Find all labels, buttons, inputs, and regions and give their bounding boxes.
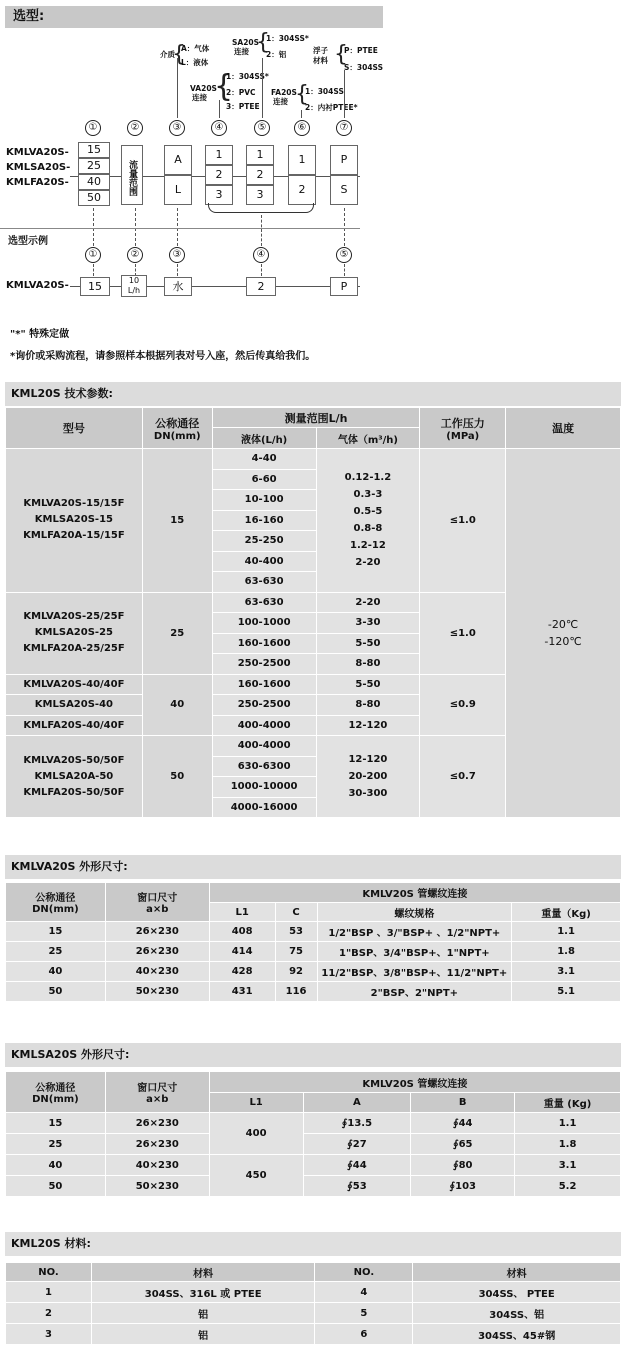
g1-liquid-3: 16-160 (212, 510, 316, 531)
g3-liquid-2: 400-4000 (212, 715, 316, 736)
th-liquid: 液体(L/h) (212, 428, 316, 449)
example-arrow-1 (93, 264, 94, 276)
g1-pressure: ≤1.0 (420, 449, 506, 593)
g4-liquid-3: 4000-16000 (212, 797, 316, 818)
size-40: 40 (78, 174, 110, 190)
fa20s-brace: { (295, 82, 309, 107)
connector-5 (262, 58, 263, 118)
g2-liquid-2: 160-1600 (212, 633, 316, 654)
va-conn-1: 1 (205, 145, 233, 165)
table-row: 50 50×230 431 116 2"BSP、2"NPT+ 5.1 (6, 982, 621, 1002)
fa-conn-2: 2 (288, 175, 316, 205)
circle-6: ⑥ (294, 120, 310, 136)
example-flow (121, 275, 147, 297)
th-pressure: 工作压力 (MPa) (420, 408, 506, 449)
sa20s-label-1: SA20S (232, 38, 260, 47)
model-va20s: KMLVA20S- (6, 147, 69, 158)
example-arrow-4 (261, 264, 262, 276)
circle-7: ⑦ (336, 120, 352, 136)
arrow-3 (177, 208, 178, 246)
g4-liquid-0: 400-4000 (212, 736, 316, 757)
g1-liquid-4: 25-250 (212, 531, 316, 552)
va-th-thread: 螺纹规格 (317, 903, 512, 922)
sa-dims-title: KMLSA20S 外形尺寸: (5, 1043, 621, 1067)
g2-gas-1: 3-30 (316, 613, 420, 634)
tech-table (5, 407, 621, 818)
th-range: 测量范围L/h (212, 408, 420, 428)
sa20s-brace: { (256, 30, 270, 55)
g3-liquid-0: 160-1600 (212, 674, 316, 695)
circle-1: ① (85, 120, 101, 136)
connector-3 (177, 58, 178, 118)
example-line (70, 286, 360, 287)
mat-th-no-2: NO. (315, 1263, 413, 1282)
sa-l1-450: 450 (209, 1155, 303, 1197)
sa-conn-1: 1 (246, 145, 274, 165)
medium-brace: { (172, 42, 186, 67)
g1-liquid-5: 40-400 (212, 551, 316, 572)
fa-conn-1: 1 (288, 145, 316, 175)
model-sa20s: KMLSA20S- (6, 162, 71, 173)
example-float: P (330, 277, 358, 296)
g4-dn: 50 (142, 736, 212, 818)
g3-dn: 40 (142, 674, 212, 736)
float-label-2: 材料 (313, 56, 328, 65)
example-arrow-5 (344, 264, 345, 276)
va20s-brace: { (214, 69, 234, 104)
inquiry-note: *询价或采购流程，请参照样本根据列表对号入座，然后传真给我们。 (10, 351, 316, 362)
float-option-s: S：304SS (344, 63, 384, 72)
example-circle-1: ① (85, 247, 101, 263)
example-size: 15 (80, 277, 110, 296)
va20s-option-1: 1：304SS* (226, 72, 269, 81)
arrow-2 (135, 208, 136, 246)
table-row: 40 40×230 450 ∮44 ∮80 3.1 (6, 1155, 621, 1176)
va-th-c: C (275, 903, 317, 922)
float-option-p: P：PTEE (344, 46, 378, 55)
sa-conn-2: 2 (246, 165, 274, 185)
arrow-1 (93, 208, 94, 246)
g4-models: KMLVA20S-50/50F KMLSA20A-50 KMLFA20S-50/50F (6, 736, 143, 818)
g3-model-2: KMLFA20S-40/40F (6, 715, 143, 736)
example-circle-3: ③ (169, 247, 185, 263)
example-separator (0, 228, 360, 229)
g1-models: KMLVA20S-15/15F KMLSA20S-15 KMLFA20A-15/15F (6, 449, 143, 593)
va-th-window: 窗口尺寸 a×b (105, 883, 209, 922)
g2-dn: 25 (142, 592, 212, 674)
g3-model-1: KMLSA20S-40 (6, 695, 143, 716)
size-50: 50 (78, 190, 110, 206)
materials-table (5, 1262, 621, 1345)
sa-l1-400: 400 (209, 1113, 303, 1155)
va-conn-3: 3 (205, 185, 233, 205)
va20s-label-2: 连接 (192, 93, 207, 102)
sa-conn-3: 3 (246, 185, 274, 205)
medium-l: L (164, 175, 192, 205)
th-temp: 温度 (506, 408, 621, 449)
table-row: 50 50×230 ∮53 ∮103 5.2 (6, 1176, 621, 1197)
g1-gas: 0.12-1.2 0.3-3 0.5-5 0.8-8 1.2-12 2-20 (316, 449, 420, 593)
table-row: 2 铝 5 304SS、铝 (6, 1303, 621, 1324)
sa-dims-table (5, 1071, 621, 1197)
circle-2: ② (127, 120, 143, 136)
g1-liquid-1: 6-60 (212, 469, 316, 490)
sa-th-b: B (411, 1093, 515, 1113)
th-model: 型号 (6, 408, 143, 449)
table-row: 25 26×230 ∮27 ∮65 1.8 (6, 1134, 621, 1155)
medium-a: A (164, 145, 192, 175)
example-circle-4: ④ (253, 247, 269, 263)
va20s-label-1: VA20S (190, 84, 217, 93)
fa20s-label-1: FA20S (271, 88, 297, 97)
medium-label: 介质 (160, 50, 175, 59)
float-brace: { (334, 42, 348, 67)
table-row: 1 304SS、316L 或 PTEE 4 304SS、 PTEE (6, 1282, 621, 1303)
va-conn-2: 2 (205, 165, 233, 185)
example-flow-unit: L/h (127, 286, 141, 295)
table-row: 15 26×230 400 ∮13.5 ∮44 1.1 (6, 1113, 621, 1134)
model-fa20s: KMLFA20S- (6, 177, 69, 188)
sa-th-a: A (303, 1093, 411, 1113)
va-th-conn: KMLV20S 管螺纹连接 (209, 883, 620, 903)
example-circle-5: ⑤ (336, 247, 352, 263)
mat-th-material-2: 材料 (413, 1263, 621, 1282)
example-arrow-3 (177, 264, 178, 276)
table-row: 3 铝 6 304SS、45#钢 (6, 1324, 621, 1345)
g2-liquid-1: 100-1000 (212, 613, 316, 634)
va-th-dn: 公称通径 DN(mm) (6, 883, 106, 922)
g2-gas-0: 2-20 (316, 592, 420, 613)
g1-liquid-6: 63-630 (212, 572, 316, 593)
example-connection: 2 (246, 277, 276, 296)
g4-gas: 12-120 20-200 30-300 (316, 736, 420, 818)
example-circle-2: ② (127, 247, 143, 263)
g4-liquid-2: 1000-10000 (212, 777, 316, 798)
size-15: 15 (78, 142, 110, 158)
g2-gas-3: 8-80 (316, 654, 420, 675)
tech-title: KML20S 技术参数: (5, 382, 621, 406)
example-label: 选型示例 (8, 236, 48, 247)
size-25: 25 (78, 158, 110, 174)
g3-model-0: KMLVA20S-40/40F (6, 674, 143, 695)
table-row: 25 26×230 414 75 1"BSP、3/4"BSP+、1"NPT+ 1.8 (6, 942, 621, 962)
circle-3: ③ (169, 120, 185, 136)
g3-liquid-1: 250-2500 (212, 695, 316, 716)
float-label-1: 浮子 (313, 46, 328, 55)
va20s-option-2: 2：PVC (226, 88, 256, 97)
arrow-4 (261, 215, 262, 246)
va-th-weight: 重量（Kg) (512, 903, 621, 922)
mat-th-no-1: NO. (6, 1263, 92, 1282)
circle-5: ⑤ (254, 120, 270, 136)
medium-option-l: L：液体 (181, 58, 209, 67)
flow-range-box: 流量范围 (121, 145, 143, 205)
va-dims-table (5, 882, 621, 1002)
group-brace (208, 203, 314, 213)
sa20s-option-1: 1：304SS* (266, 34, 309, 43)
va-dims-title: KMLVA20S 外形尺寸: (5, 855, 621, 879)
g2-liquid-3: 250-2500 (212, 654, 316, 675)
example-flow-value: 10 (128, 276, 140, 285)
materials-title: KML20S 材料: (5, 1232, 621, 1256)
temp-cell: -20℃ -120℃ (506, 449, 621, 818)
th-dn: 公称通径 DN(mm) (142, 408, 212, 449)
sa20s-label-2: 连接 (234, 47, 249, 56)
medium-option-a: A：气体 (181, 44, 210, 53)
g3-gas-2: 12-120 (316, 715, 420, 736)
selection-title: 选型: (5, 6, 383, 28)
sa-th-dn: 公称通径 DN(mm) (6, 1072, 106, 1113)
va20s-option-3: 3：PTEE (226, 102, 260, 111)
float-p: P (330, 145, 358, 175)
table-row: 40 40×230 428 92 11/2"BSP、3/8"BSP+、11/2"NPT+ 3.1 (6, 962, 621, 982)
g1-liquid-0: 4-40 (212, 449, 316, 470)
sa-th-window: 窗口尺寸 a×b (105, 1072, 209, 1113)
g2-models: KMLVA20S-25/25F KMLSA20S-25 KMLFA20A-25/25F (6, 592, 143, 674)
sa-th-conn: KMLV20S 管螺纹连接 (209, 1072, 620, 1093)
special-note: "*" 特殊定做 (10, 329, 70, 340)
connector-6 (301, 110, 302, 118)
mat-th-material-1: 材料 (91, 1263, 315, 1282)
sa-th-l1: L1 (209, 1093, 303, 1113)
g2-pressure: ≤1.0 (420, 592, 506, 674)
g3-gas-0: 5-50 (316, 674, 420, 695)
fa20s-option-1: 1：304SS (305, 87, 344, 96)
sa-th-weight: 重量 (Kg) (515, 1093, 621, 1113)
arrow-5 (344, 208, 345, 246)
circle-4: ④ (211, 120, 227, 136)
table-row: 15 26×230 408 53 1/2"BSP 、3/"BSP+ 、1/2"NPT+ 1.1 (6, 922, 621, 942)
g2-liquid-0: 63-630 (212, 592, 316, 613)
example-medium: 水 (164, 277, 192, 296)
g4-pressure: ≤0.7 (420, 736, 506, 818)
connector-7 (344, 70, 345, 118)
g1-dn: 15 (142, 449, 212, 593)
example-model: KMLVA20S- (6, 280, 69, 291)
g3-gas-1: 8-80 (316, 695, 420, 716)
th-gas: 气体（m³/h) (316, 428, 420, 449)
fa20s-label-2: 连接 (273, 97, 288, 106)
va-th-l1: L1 (209, 903, 275, 922)
float-s: S (330, 175, 358, 205)
g2-gas-2: 5-50 (316, 633, 420, 654)
g4-liquid-1: 630-6300 (212, 756, 316, 777)
connector-4 (219, 100, 220, 118)
sa20s-option-2: 2：铝 (266, 50, 287, 59)
fa20s-option-2: 2：内衬PTEE* (305, 103, 358, 112)
g1-liquid-2: 10-100 (212, 490, 316, 511)
g3-pressure: ≤0.9 (420, 674, 506, 736)
